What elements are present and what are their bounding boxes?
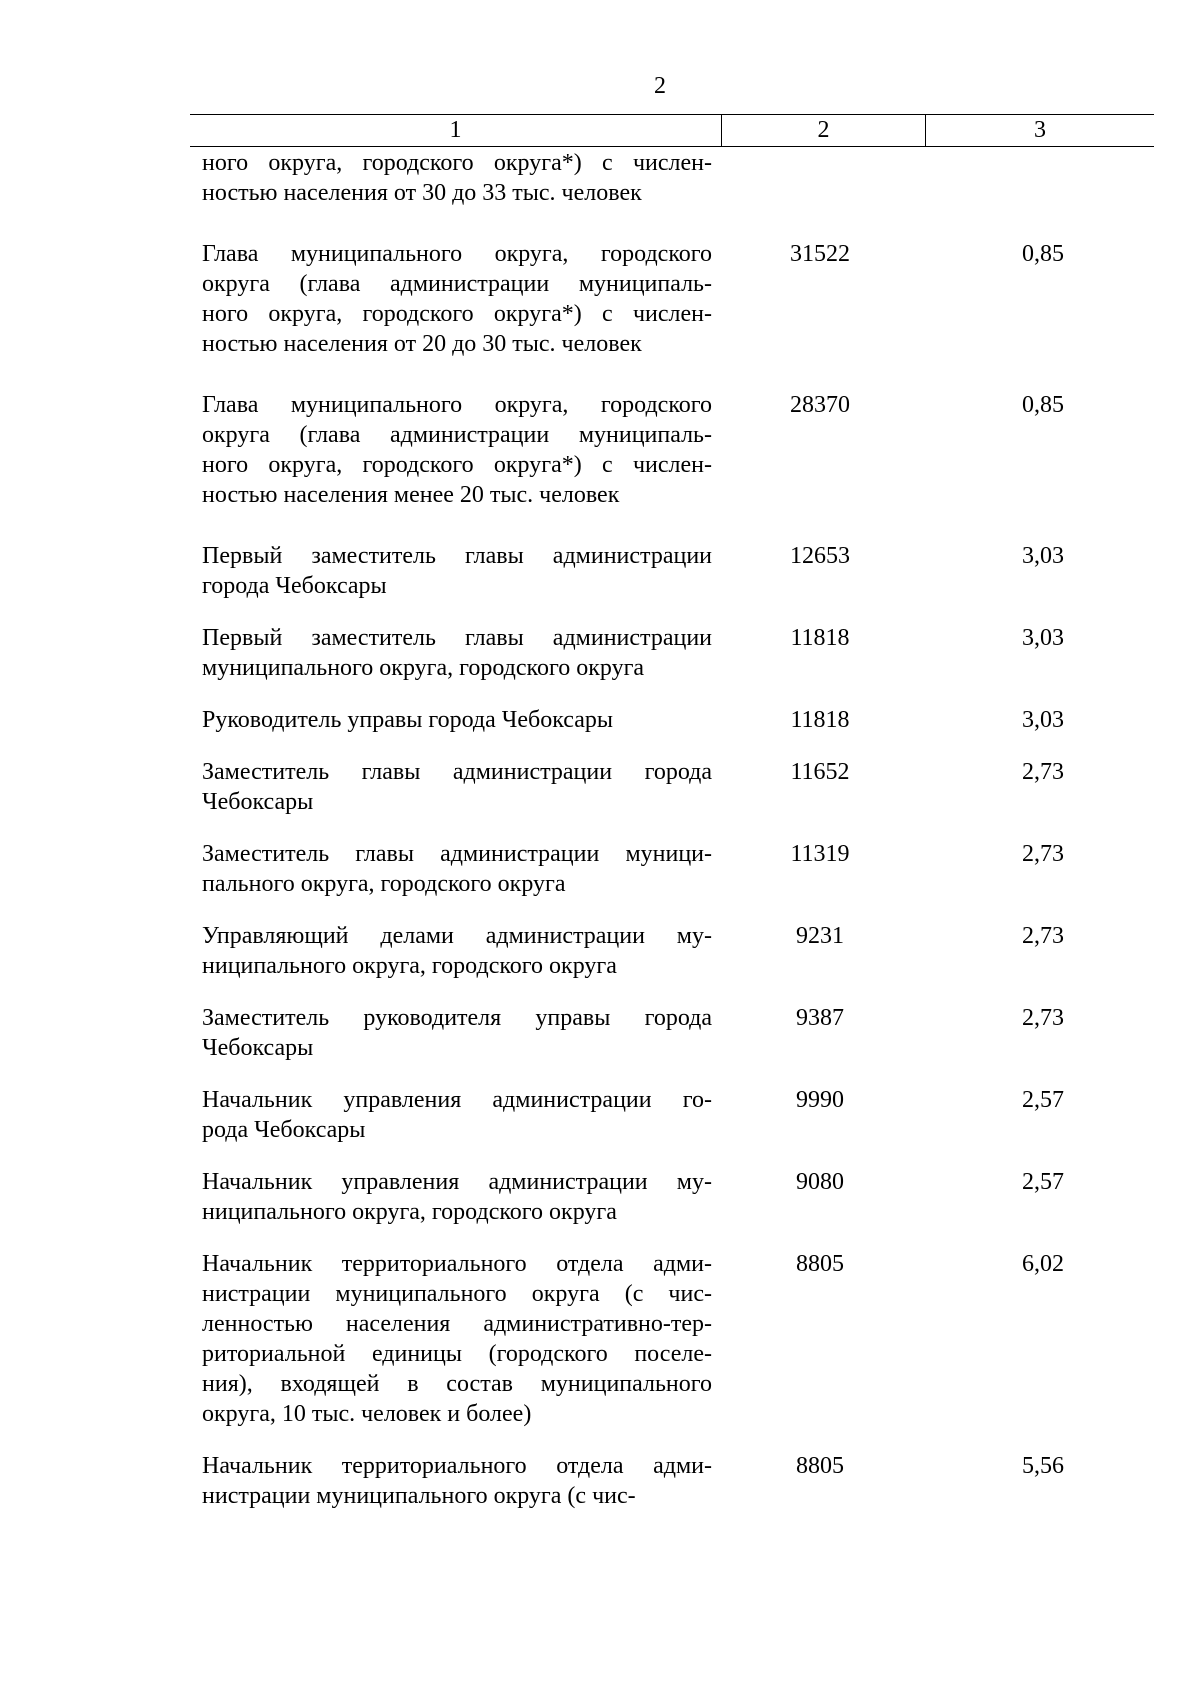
column-header-3: 3 (1034, 117, 1046, 143)
salary-value: 11319 (790, 841, 850, 867)
table-row (190, 1003, 1154, 1063)
position-title-line: ленностью населения административно-тер- (202, 1311, 712, 1337)
coefficient-value: 6,02 (1022, 1251, 1064, 1277)
salary-value: 11818 (790, 707, 850, 733)
salary-value: 28370 (790, 392, 850, 418)
table-row (190, 1451, 1154, 1511)
table-row (190, 757, 1154, 817)
position-title-line: ностью населения менее 20 тыс. человек (202, 482, 620, 508)
coefficient-value: 2,73 (1022, 841, 1064, 867)
salary-value: 8805 (796, 1453, 844, 1479)
position-title-line: Руководитель управы города Чебоксары (202, 707, 613, 733)
table-row (190, 390, 1154, 510)
coefficient-value: 2,73 (1022, 923, 1064, 949)
position-title (190, 921, 712, 981)
position-title-line: ниципального округа, городского округа (202, 953, 617, 979)
position-title-line: города Чебоксары (202, 573, 387, 599)
position-title-line: Начальник управления администрации му- (202, 1169, 712, 1195)
position-title-line: Управляющий делами администрации му- (202, 923, 712, 949)
position-title-line: округа (глава администрации муниципаль- (202, 422, 712, 448)
table-row (190, 839, 1154, 899)
position-title (190, 390, 712, 510)
salary-value: 9231 (796, 923, 844, 949)
coefficient-value: 0,85 (1022, 392, 1064, 418)
position-title-line: ния), входящей в состав муниципального (202, 1371, 712, 1397)
salary-value: 31522 (790, 241, 850, 267)
table-row (190, 541, 1154, 601)
table-row (190, 1085, 1154, 1145)
position-title-line: риториальной единицы (городского поселе- (202, 1341, 712, 1367)
position-title-line: ного округа, городского округа*) с числен- (202, 301, 712, 327)
column-header-1: 1 (190, 115, 722, 146)
position-title-line: Начальник территориального отдела адми- (202, 1453, 712, 1479)
coefficient-value: 2,57 (1022, 1087, 1064, 1113)
position-title-line: нистрации муниципального округа (с чис- (202, 1281, 712, 1307)
position-title (190, 1249, 712, 1429)
position-title (190, 705, 712, 735)
position-title-line: ниципального округа, городского округа (202, 1199, 617, 1225)
position-title-line: округа (глава администрации муниципаль- (202, 271, 712, 297)
position-title-line: ного округа, городского округа*) с числен- (202, 452, 712, 478)
position-title (190, 1167, 712, 1227)
position-title-line: ностью населения от 30 до 33 тыс. человек (202, 180, 642, 206)
position-title-line: рода Чебоксары (202, 1117, 366, 1143)
coefficient-value: 3,03 (1022, 543, 1064, 569)
position-title-line: Первый заместитель главы администрации (202, 625, 712, 651)
coefficient-value: 2,73 (1022, 1005, 1064, 1031)
salary-value: 11818 (790, 625, 850, 651)
salary-value: 8805 (796, 1251, 844, 1277)
position-title-line: пального округа, городского округа (202, 871, 566, 897)
page-number: 2 (654, 73, 666, 99)
table-row (190, 239, 1154, 359)
position-title (190, 839, 712, 899)
salary-value: 9387 (796, 1005, 844, 1031)
table-row (190, 623, 1154, 683)
coefficient-value: 2,57 (1022, 1169, 1064, 1195)
salary-value: 9990 (796, 1087, 844, 1113)
position-title-line: Чебоксары (202, 789, 314, 815)
position-title-line: муниципального округа, городского округа (202, 655, 645, 681)
column-header-2: 2 (722, 115, 926, 146)
position-title (190, 541, 712, 601)
position-title-line: Начальник управления администрации го- (202, 1087, 712, 1113)
coefficient-value: 5,56 (1022, 1453, 1064, 1479)
position-title (190, 623, 712, 683)
position-title-line: Заместитель главы администрации города (202, 759, 712, 785)
position-title-line: Заместитель руководителя управы города (202, 1005, 712, 1031)
table-row (190, 148, 1154, 208)
coefficient-value: 3,03 (1022, 707, 1064, 733)
position-title-line: Начальник территориального отдела адми- (202, 1251, 712, 1277)
position-title-line: Первый заместитель главы администрации (202, 543, 712, 569)
position-title-line: округа, 10 тыс. человек и более) (202, 1401, 532, 1427)
coefficient-value: 3,03 (1022, 625, 1064, 651)
position-title (190, 239, 712, 359)
coefficient-value: 0,85 (1022, 241, 1064, 267)
position-title-line: нистрации муниципального округа (с чис- (202, 1483, 636, 1509)
position-title-line: ного округа, городского округа*) с числен- (202, 150, 712, 176)
position-title (190, 1451, 712, 1511)
table-row (190, 921, 1154, 981)
coefficient-value: 2,73 (1022, 759, 1064, 785)
position-title (190, 1085, 712, 1145)
salary-value: 9080 (796, 1169, 844, 1195)
position-title-line: Заместитель главы администрации муници- (202, 841, 712, 867)
salary-value: 12653 (790, 543, 850, 569)
table-row (190, 705, 1154, 735)
position-title (190, 148, 712, 208)
table-row (190, 1249, 1154, 1429)
position-title-line: Чебоксары (202, 1035, 314, 1061)
table-body (190, 148, 1154, 1511)
position-title-line: Глава муниципального округа, городского (202, 392, 712, 418)
position-title-line: ностью населения от 20 до 30 тыс. человек (202, 331, 642, 357)
table-row (190, 1167, 1154, 1227)
table-header (190, 114, 1154, 147)
position-title-line: Глава муниципального округа, городского (202, 241, 712, 267)
position-title (190, 1003, 712, 1063)
salary-value: 11652 (790, 759, 850, 785)
position-title (190, 757, 712, 817)
